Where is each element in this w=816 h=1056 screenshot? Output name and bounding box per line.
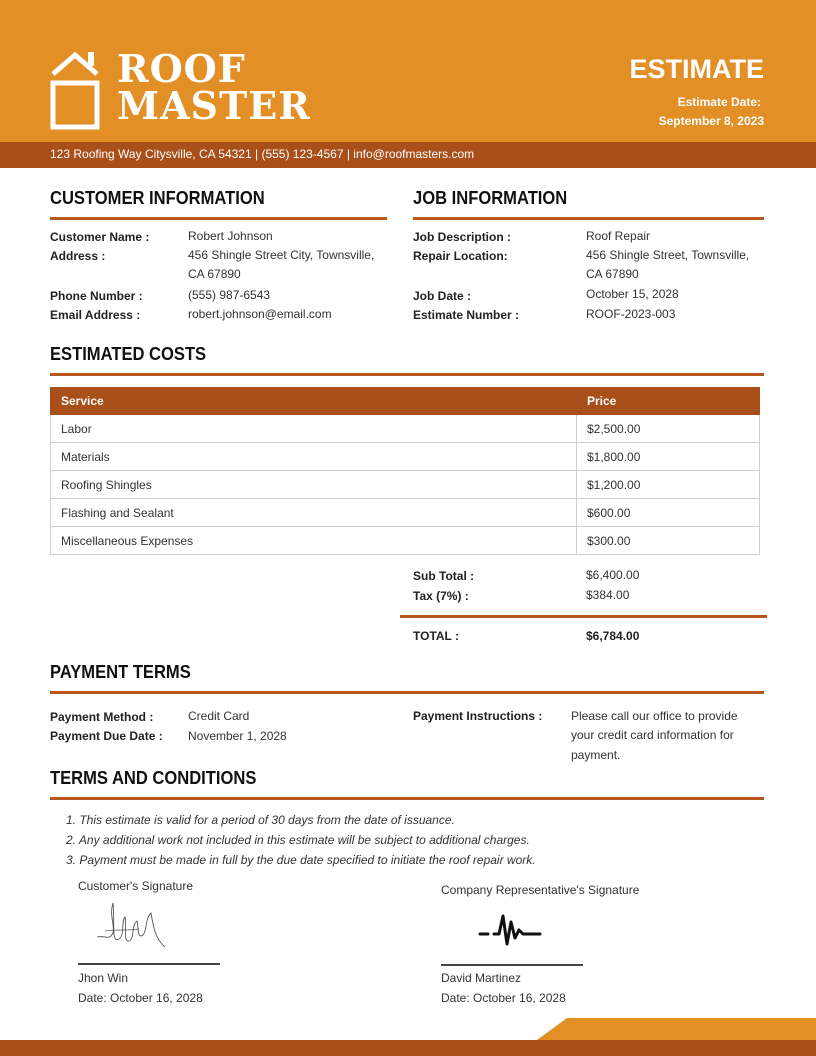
terms-list [66, 810, 536, 870]
service-cell: Roofing Shingles [51, 471, 577, 499]
customer-info-rule [50, 217, 387, 220]
terms-heading: TERMS AND CONDITIONS [50, 768, 257, 788]
estimate-number-value: ROOF-2023-003 [586, 307, 676, 321]
estimated-costs-heading: ESTIMATED COSTS [50, 344, 207, 364]
rep-signer-name: David Martinez [441, 971, 522, 985]
customer-signature-date: Date: October 16, 2028 [78, 991, 203, 1005]
subtotal-label: Sub Total : [413, 569, 475, 583]
house-logo-icon [50, 50, 100, 132]
logo-line-1: ROOF [117, 46, 246, 91]
payment-due-label: Payment Due Date : [50, 729, 163, 743]
payment-method-label: Payment Method : [50, 710, 154, 724]
customer-signature-line [78, 963, 220, 965]
table-row [51, 443, 760, 471]
customer-address-label: Address : [50, 249, 106, 263]
payment-instructions-line-3: payment. [571, 748, 621, 762]
payment-instructions-line-2: your credit card information for [571, 728, 734, 742]
customer-address-line-1: 456 Shingle Street City, Townsville, [188, 248, 375, 262]
customer-address-line-2: CA 67890 [188, 267, 241, 281]
footer-bar [0, 1040, 816, 1056]
job-date-value: October 15, 2028 [586, 287, 679, 301]
service-cell: Materials [51, 443, 577, 471]
company-address-bar: 123 Roofing Way Citysville, CA 54321 | (555) 123-4567 | info@roofmasters.com [0, 142, 816, 168]
job-description-value: Roof Repair [586, 229, 651, 243]
rep-signature-label: Company Representative's Signature [441, 883, 640, 897]
service-cell: Miscellaneous Expenses [51, 527, 577, 555]
job-info-heading: JOB INFORMATION [413, 188, 568, 208]
customer-email-value: robert.johnson@email.com [188, 307, 332, 321]
customer-signer-name: Jhon Win [78, 971, 129, 985]
footer-accent-shape [537, 1018, 816, 1040]
estimate-date-value: September 8, 2023 [658, 114, 764, 128]
table-row [51, 499, 760, 527]
total-rule [400, 615, 767, 618]
payment-terms-rule [50, 691, 764, 694]
subtotal-value: $6,400.00 [586, 568, 640, 582]
service-cell: Flashing and Sealant [51, 499, 577, 527]
service-cell: Labor [51, 415, 577, 443]
customer-phone-value: (555) 987-6543 [188, 288, 271, 302]
tax-label: Tax (7%) : [413, 589, 469, 603]
service-column-header: Service [51, 388, 577, 415]
payment-due-value: November 1, 2028 [188, 729, 287, 743]
cost-table-header [51, 388, 760, 415]
estimate-number-label: Estimate Number : [413, 308, 520, 322]
total-value: $6,784.00 [586, 629, 640, 643]
job-description-label: Job Description : [413, 230, 512, 244]
logo-line-2: MASTER [117, 83, 311, 128]
estimated-costs-rule [50, 373, 764, 376]
estimate-date-label: Estimate Date: [677, 95, 761, 109]
payment-instructions-line-1: Please call our office to provide [571, 709, 738, 723]
price-cell: $1,800.00 [577, 443, 760, 471]
rep-signature-line [441, 964, 583, 966]
customer-name-value: Robert Johnson [188, 229, 273, 243]
list-item: 2. Any additional work not included in this estimate will be subject to additional charges. [66, 833, 530, 847]
customer-email-label: Email Address : [50, 308, 141, 322]
price-cell: $1,200.00 [577, 471, 760, 499]
customer-signature-label: Customer's Signature [78, 879, 194, 893]
payment-instructions-label: Payment Instructions : [413, 709, 543, 723]
total-label: TOTAL : [413, 629, 459, 643]
table-row [51, 415, 760, 443]
customer-phone-label: Phone Number : [50, 289, 143, 303]
price-column-header: Price [577, 388, 760, 415]
payment-method-value: Credit Card [188, 709, 250, 723]
repair-location-line-1: 456 Shingle Street, Townsville, [586, 248, 750, 262]
table-row [51, 471, 760, 499]
customer-name-label: Customer Name : [50, 230, 150, 244]
price-cell: $600.00 [577, 499, 760, 527]
customer-signature-icon [95, 895, 170, 955]
list-item: 3. Payment must be made in full by the due date specified to initiate the roof repair work. [66, 853, 536, 867]
price-cell: $2,500.00 [577, 415, 760, 443]
rep-signature-icon [478, 908, 543, 950]
repair-location-label: Repair Location: [413, 249, 508, 263]
list-item: 1. This estimate is valid for a period of 30 days from the date of issuance. [66, 813, 455, 827]
job-date-label: Job Date : [413, 289, 472, 303]
document-title: ESTIMATE [629, 54, 764, 84]
table-row [51, 527, 760, 555]
job-info-rule [413, 217, 764, 220]
terms-rule [50, 797, 764, 800]
brand-logo [117, 46, 311, 128]
rep-signature-date: Date: October 16, 2028 [441, 991, 566, 1005]
tax-value: $384.00 [586, 588, 630, 602]
price-cell: $300.00 [577, 527, 760, 555]
repair-location-line-2: CA 67890 [586, 267, 639, 281]
customer-info-heading: CUSTOMER INFORMATION [50, 188, 265, 208]
cost-table [50, 387, 760, 555]
payment-terms-heading: PAYMENT TERMS [50, 662, 191, 682]
